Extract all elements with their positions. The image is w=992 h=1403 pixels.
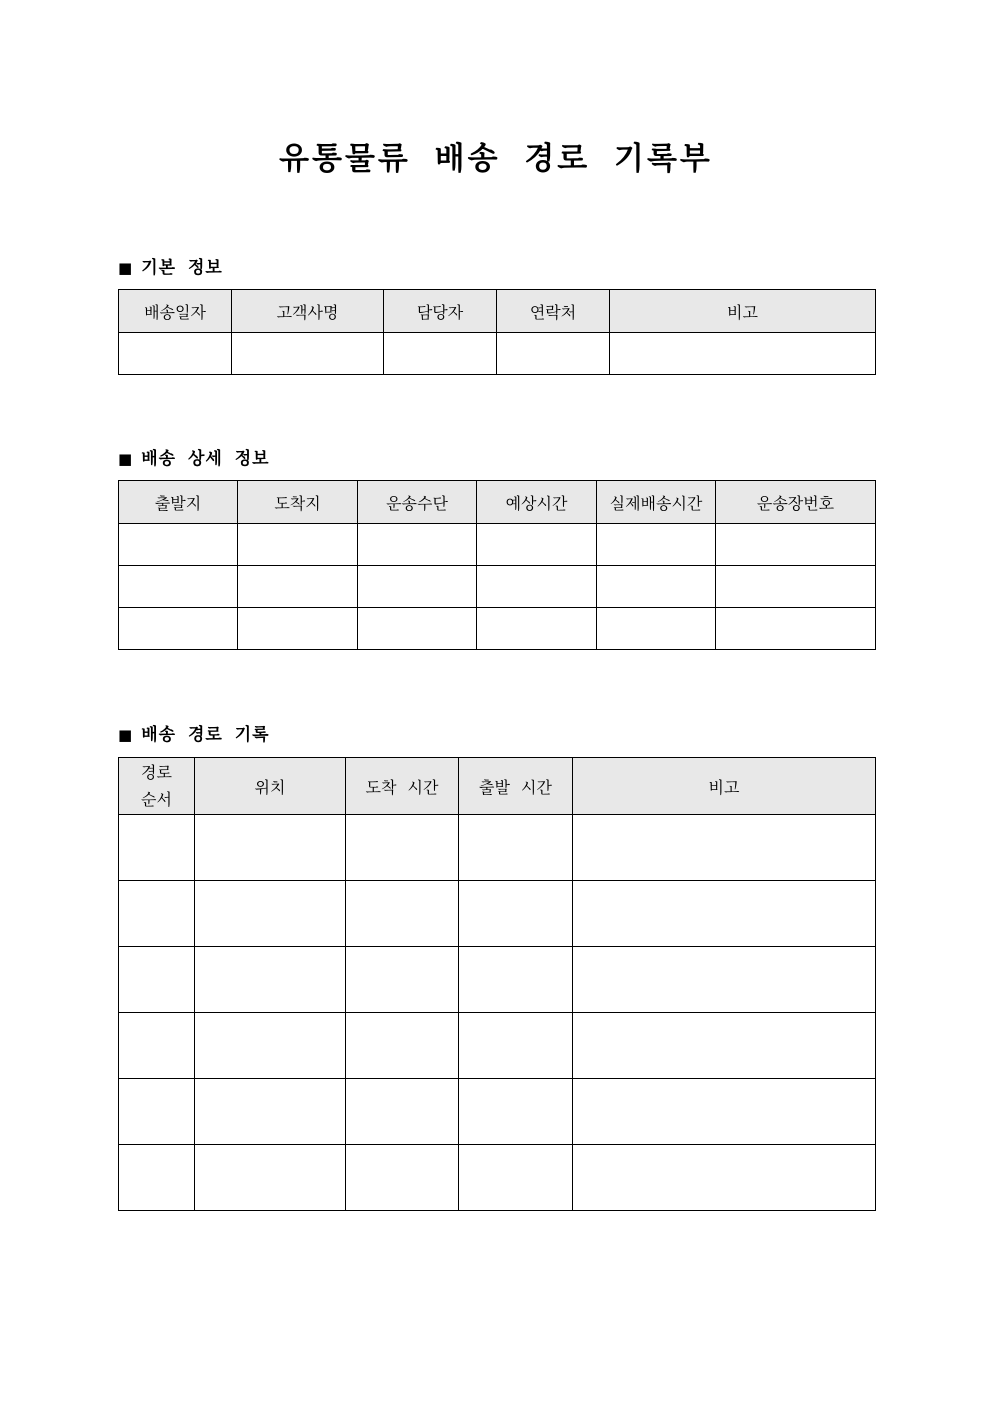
- column-header: 실제배송시간: [597, 481, 716, 524]
- table-cell[interactable]: [119, 1079, 195, 1145]
- column-header: 비고: [573, 758, 876, 815]
- table-cell[interactable]: [573, 1145, 876, 1211]
- table-row: [119, 608, 876, 650]
- column-header: 경로 순서: [119, 758, 195, 815]
- table-cell[interactable]: [346, 1013, 459, 1079]
- column-header: 위치: [195, 758, 346, 815]
- column-header: 운송장번호: [716, 481, 876, 524]
- square-bullet-icon: ■: [118, 726, 134, 744]
- table-cell[interactable]: [573, 815, 876, 881]
- table-cell[interactable]: [119, 1145, 195, 1211]
- table-cell[interactable]: [459, 881, 573, 947]
- table-cell[interactable]: [195, 1145, 346, 1211]
- table-header-row: [119, 290, 876, 333]
- table-cell[interactable]: [358, 566, 477, 608]
- table-row: [119, 947, 876, 1013]
- table-row: [119, 815, 876, 881]
- table-cell[interactable]: [459, 947, 573, 1013]
- column-header: 연락처: [497, 290, 610, 333]
- document-title: 유통물류 배송 경로 기록부: [279, 141, 713, 177]
- table-row: [119, 881, 876, 947]
- table-cell[interactable]: [195, 881, 346, 947]
- square-bullet-icon: ■: [118, 259, 134, 277]
- column-header: 출발지: [119, 481, 238, 524]
- table-row: [119, 524, 876, 566]
- table-cell[interactable]: [597, 524, 716, 566]
- section-heading-label: 배송 경로 기록: [141, 725, 270, 745]
- table-cell[interactable]: [195, 815, 346, 881]
- table-cell[interactable]: [716, 524, 876, 566]
- column-header: 비고: [610, 290, 876, 333]
- section-heading-route-record: [118, 720, 270, 745]
- table-row: [119, 1145, 876, 1211]
- table-row: [119, 1013, 876, 1079]
- table-cell[interactable]: [597, 566, 716, 608]
- table-cell[interactable]: [238, 566, 358, 608]
- table-cell[interactable]: [119, 608, 238, 650]
- table-cell[interactable]: [346, 947, 459, 1013]
- table-cell[interactable]: [610, 333, 876, 375]
- table-cell[interactable]: [459, 1013, 573, 1079]
- table-cell[interactable]: [346, 1079, 459, 1145]
- table-cell[interactable]: [195, 947, 346, 1013]
- table-cell[interactable]: [119, 333, 232, 375]
- column-header: 도착 시간: [346, 758, 459, 815]
- table-cell[interactable]: [119, 524, 238, 566]
- section-heading-basic-info: [118, 253, 223, 278]
- table-cell[interactable]: [573, 881, 876, 947]
- column-header: 출발 시간: [459, 758, 573, 815]
- table-cell[interactable]: [238, 524, 358, 566]
- table-cell[interactable]: [573, 1079, 876, 1145]
- column-header: 고객사명: [232, 290, 384, 333]
- table-cell[interactable]: [573, 1013, 876, 1079]
- table-cell[interactable]: [459, 1145, 573, 1211]
- table-cell[interactable]: [358, 524, 477, 566]
- table-cell[interactable]: [477, 566, 597, 608]
- basic-info-table: [118, 289, 876, 375]
- table-cell[interactable]: [477, 608, 597, 650]
- table-cell[interactable]: [716, 608, 876, 650]
- table-cell[interactable]: [477, 524, 597, 566]
- table-row: [119, 333, 876, 375]
- table-header-row: [119, 758, 876, 815]
- table-cell[interactable]: [119, 566, 238, 608]
- table-cell[interactable]: [119, 1013, 195, 1079]
- table-cell[interactable]: [119, 947, 195, 1013]
- section-heading-delivery-detail: [118, 444, 270, 469]
- table-cell[interactable]: [346, 1145, 459, 1211]
- delivery-detail-table: [118, 480, 876, 650]
- column-header: 운송수단: [358, 481, 477, 524]
- table-cell[interactable]: [346, 881, 459, 947]
- table-cell[interactable]: [358, 608, 477, 650]
- column-header: 배송일자: [119, 290, 232, 333]
- table-cell[interactable]: [238, 608, 358, 650]
- table-cell[interactable]: [195, 1013, 346, 1079]
- table-cell[interactable]: [384, 333, 497, 375]
- table-cell[interactable]: [459, 1079, 573, 1145]
- table-cell[interactable]: [346, 815, 459, 881]
- table-cell[interactable]: [119, 815, 195, 881]
- table-cell[interactable]: [119, 881, 195, 947]
- section-heading-label: 배송 상세 정보: [141, 449, 270, 469]
- table-cell[interactable]: [459, 815, 573, 881]
- section-heading-label: 기본 정보: [141, 258, 223, 278]
- table-cell[interactable]: [573, 947, 876, 1013]
- table-cell[interactable]: [597, 608, 716, 650]
- square-bullet-icon: ■: [118, 450, 134, 468]
- table-cell[interactable]: [195, 1079, 346, 1145]
- table-cell[interactable]: [232, 333, 384, 375]
- table-header-row: [119, 481, 876, 524]
- column-header: 예상시간: [477, 481, 597, 524]
- route-record-table: [118, 757, 876, 1211]
- column-header: 도착지: [238, 481, 358, 524]
- table-cell[interactable]: [497, 333, 610, 375]
- table-row: [119, 566, 876, 608]
- table-cell[interactable]: [716, 566, 876, 608]
- table-row: [119, 1079, 876, 1145]
- column-header: 담당자: [384, 290, 497, 333]
